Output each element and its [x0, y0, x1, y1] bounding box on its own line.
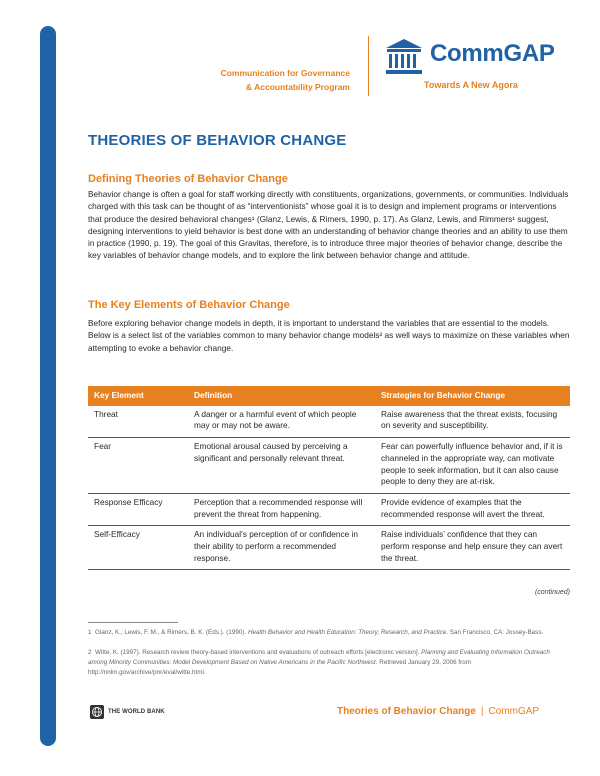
header-divider: [368, 36, 369, 96]
table-row: [88, 406, 570, 438]
section-heading-key-elements: The Key Elements of Behavior Change: [88, 299, 290, 311]
footer-title: [337, 706, 539, 717]
section-paragraph-key-elements: Before exploring behavior change models in depth, it is important to understand the variables that are essential to the models. Below is a select list of the variables common to many behavior change models² as well ways to maximize on these variables when attempting to evoke a behavior change.: [88, 318, 570, 353]
footnote-italic-title: Health Behavior and Health Education: Theory, Research, and Practice: [247, 629, 447, 636]
section-heading-defining: Defining Theories of Behavior Change: [88, 173, 288, 185]
table-cell-strategy: Raise individuals’ confidence that they can perform response and help ensure they can avert the threat.: [375, 526, 570, 570]
world-bank-logo: [90, 705, 165, 719]
footer-doc-title: Theories of Behavior Change: [337, 706, 476, 717]
footnote-1: [88, 628, 566, 638]
table-row: [88, 438, 570, 494]
footnote-2: [88, 648, 566, 678]
section-paragraph-defining: Behavior change is often a goal for staff working directly with constituents, organizations, governments, or communities. Individuals charged with this task can be thought of as “interventionists” whose goal it is to design and implement programs or interventions that produce the desired behavioral changes¹ (Glanz, Lewis, & Rimers, 1990, p. 17). As Glanz, Lewis, and Rimmers¹ suggest, designing interventions to yield behavior is best done with an understanding of behavior change theories and an ability to use them in practice (1990, p. 19). The goal of this Gravitas, therefore, is to introduce three major theories of behavior change, describe the key variables of behavior change models, and to explore the link between behavior change and attitude.: [88, 189, 569, 261]
footnote-number: 2: [88, 649, 92, 656]
key-elements-table: [88, 386, 570, 570]
footnote-number: 1: [88, 629, 92, 636]
world-bank-name: THE WORLD BANK: [108, 709, 165, 715]
sidebar-accent-bar: [40, 26, 56, 746]
table-header-row: [88, 386, 570, 406]
world-bank-globe-icon: [90, 705, 104, 719]
tagline-line-1: Communication for Governance: [220, 68, 350, 78]
footnote-text: Glanz, K., Lewis, F. M., & Rimers, B. K. (Eds.). (1990).: [95, 629, 248, 636]
footer-brand: CommGAP: [488, 706, 540, 717]
footnote-text: Witte, K. (1997). Research review theory-based interventions and evaluations of outreach efforts [electronic version].: [95, 649, 422, 656]
tagline-line-2: & Accountability Program: [245, 82, 350, 92]
table-cell-strategy: Raise awareness that the threat exists, focusing on severity and susceptibility.: [375, 406, 570, 438]
table-cell-definition: Perception that a recommended response will prevent the threat from happening.: [188, 493, 375, 525]
footnote-text-end: . San Francisco, CA: Jossey-Bass.: [446, 629, 544, 636]
footnote-italic-title: Planning and Evaluating Information Outreach among Minority Communities: Model Development Based on Native Americans in the Pacific Northwest: [88, 649, 550, 666]
table-cell-strategy: Fear can powerfully influence behavior and, if it is channeled in the appropriate way, can motivate people to seek information, but it can also cause people to deny they are at-risk.: [375, 438, 570, 494]
page-title: THEORIES OF BEHAVIOR CHANGE: [88, 132, 347, 149]
table-cell-definition: An individual’s perception of or confidence in their ability to perform a recommended response.: [188, 526, 375, 570]
table-row: [88, 493, 570, 525]
commgap-slogan: Towards A New Agora: [424, 80, 518, 90]
table-cell-element: Fear: [88, 438, 188, 494]
table-row: [88, 526, 570, 570]
table-cell-element: Response Efficacy: [88, 493, 188, 525]
program-tagline: [190, 66, 350, 94]
table-cell-strategy: Provide evidence of examples that the recommended response will avert the threat.: [375, 493, 570, 525]
footnote-divider: [88, 622, 178, 623]
building-icon: [384, 38, 424, 76]
footer-separator: |: [480, 706, 484, 717]
column-header-key-element: Key Element: [88, 386, 188, 406]
table-cell-definition: Emotional arousal caused by perceiving a significant and personally relevant threat.: [188, 438, 375, 494]
table-cell-element: Threat: [88, 406, 188, 438]
table-cell-definition: A danger or a harmful event of which people may or may not be aware.: [188, 406, 375, 438]
table-cell-element: Self-Efficacy: [88, 526, 188, 570]
footnote-text-end: . Retrieved January 29, 2006 from http://nnlm.gov/archive/pnr/eval/witte.html.: [88, 659, 472, 676]
continued-label: (continued): [534, 589, 570, 596]
commgap-logo-name: CommGAP: [430, 40, 555, 67]
column-header-strategies: Strategies for Behavior Change: [375, 386, 570, 406]
column-header-definition: Definition: [188, 386, 375, 406]
